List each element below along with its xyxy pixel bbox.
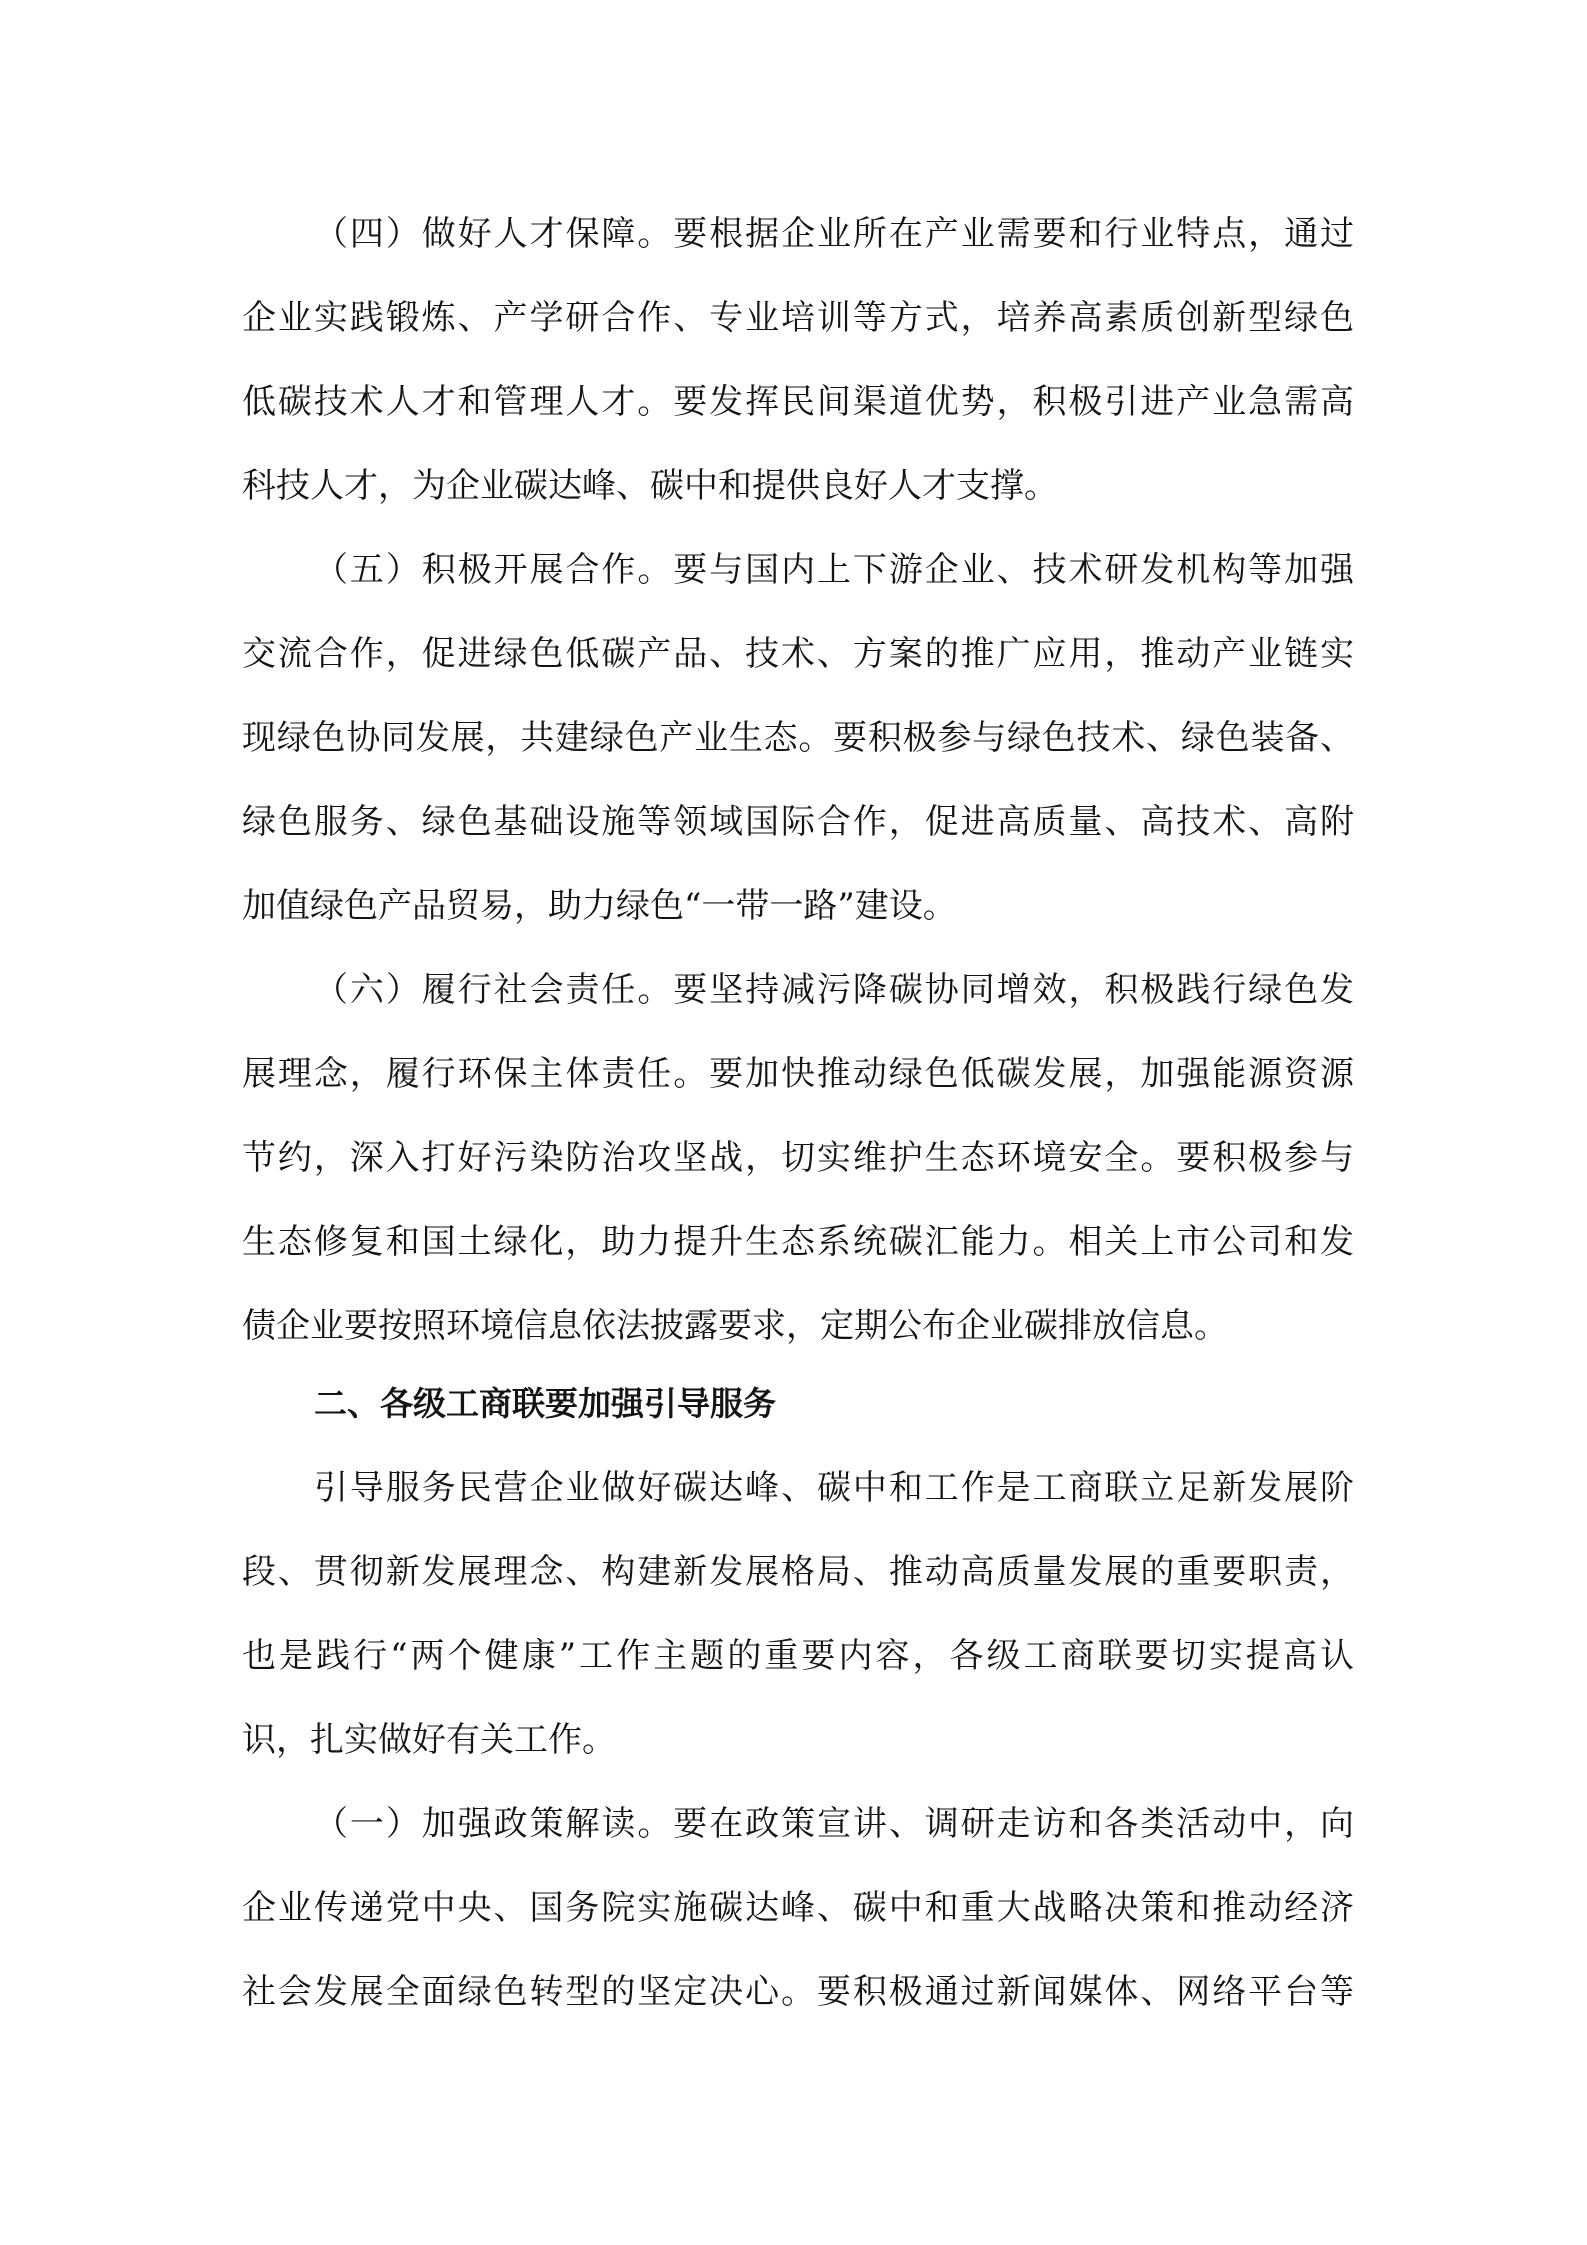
paragraph-line: 绿色服务、绿色基础设施等领域国际合作，促进高质量、高技术、高附 <box>242 802 1354 842</box>
paragraph-line: 段、贯彻新发展理念、构建新发展格局、推动高质量发展的重要职责， <box>242 1552 1354 1592</box>
paragraph-line: 低碳技术人才和管理人才。要发挥民间渠道优势，积极引进产业急需高 <box>242 382 1354 422</box>
paragraph-line: 债企业要按照环境信息依法披露要求，定期公布企业碳排放信息。 <box>242 1306 1228 1346</box>
paragraph-line: 现绿色协同发展，共建绿色产业生态。要积极参与绿色技术、绿色装备、 <box>242 718 1354 758</box>
paragraph-line: 生态修复和国土绿化，助力提升生态系统碳汇能力。相关上市公司和发 <box>242 1222 1354 1262</box>
paragraph-line: 也是践行“两个健康”工作主题的重要内容，各级工商联要切实提高认 <box>242 1636 1354 1676</box>
paragraph-line: 科技人才，为企业碳达峰、碳中和提供良好人才支撑。 <box>242 466 1058 506</box>
paragraph-line: 引导服务民营企业做好碳达峰、碳中和工作是工商联立足新发展阶 <box>314 1468 1354 1508</box>
paragraph-line: （六）履行社会责任。要坚持减污降碳协同增效，积极践行绿色发 <box>314 970 1354 1010</box>
section-heading: 二、各级工商联要加强引导服务 <box>314 1384 776 1423</box>
paragraph-line: （一）加强政策解读。要在政策宣讲、调研走访和各类活动中，向 <box>314 1804 1354 1844</box>
paragraph-line: 识，扎实做好有关工作。 <box>242 1720 616 1760</box>
paragraph-line: 企业实践锻炼、产学研合作、专业培训等方式，培养高素质创新型绿色 <box>242 298 1354 338</box>
paragraph-line: 交流合作，促进绿色低碳产品、技术、方案的推广应用，推动产业链实 <box>242 634 1354 674</box>
paragraph-line: 社会发展全面绿色转型的坚定决心。要积极通过新闻媒体、网络平台等 <box>242 1972 1354 2012</box>
paragraph-line: （五）积极开展合作。要与国内上下游企业、技术研发机构等加强 <box>314 550 1354 590</box>
paragraph-line: 企业传递党中央、国务院实施碳达峰、碳中和重大战略决策和推动经济 <box>242 1888 1354 1928</box>
paragraph-line: 加值绿色产品贸易，助力绿色“一带一路”建设。 <box>242 886 957 926</box>
paragraph-line: （四）做好人才保障。要根据企业所在产业需要和行业特点，通过 <box>314 214 1354 254</box>
paragraph-line: 节约，深入打好污染防治攻坚战，切实维护生态环境安全。要积极参与 <box>242 1138 1354 1178</box>
paragraph-line: 展理念，履行环保主体责任。要加快推动绿色低碳发展，加强能源资源 <box>242 1054 1354 1094</box>
